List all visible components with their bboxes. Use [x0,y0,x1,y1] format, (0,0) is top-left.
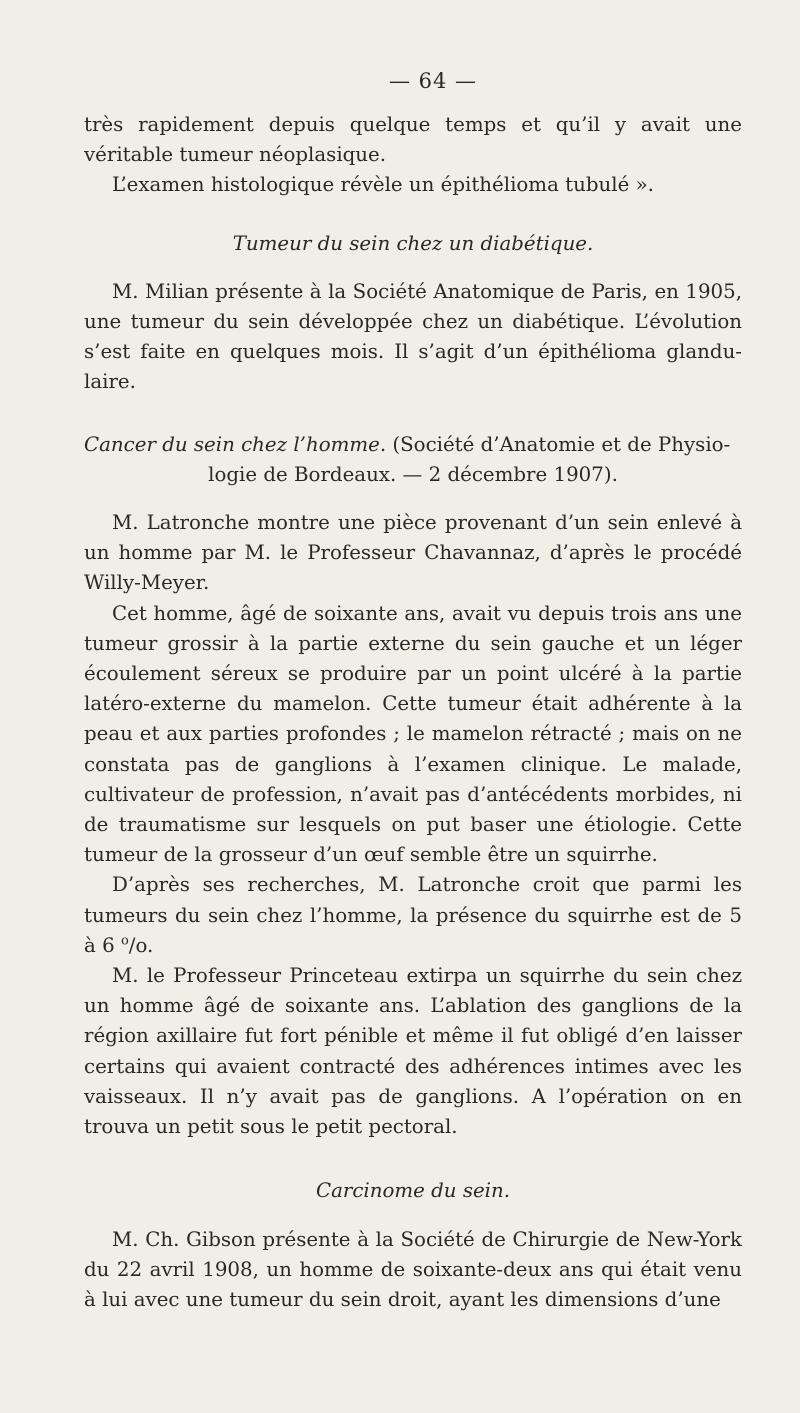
paragraph-gibson: M. Ch. Gibson présente à la Société de Chirurgie de New-York du 22 avril 1908, un homme de soixante-deux ans qui était venu à lui avec une tumeur du sein droit, ayant les dimensions d’une [84,1227,742,1311]
page-number: — 64 — [388,69,478,93]
paragraph-case-description: Cet homme, âgé de soixante ans, avait vu depuis trois ans une tumeur grossir à la partie externe du sein gauche et un léger écoulement séreux se produire par un point ulcéré à la partie latéro-externe du mamelon. Cette tumeur était adhérente à la peau et aux parties profondes ; le mamelon rétracté ; mais on ne constata pas de ganglions à l’examen clinique. Le malade, cultivateur de profession, n’avait pas d’antécédents morbides, ni de traumatisme sur lesquels on put baser une étiologie. Cette tumeur de la grosseur d’un œuf semble être un squirrhe. [84,601,742,867]
paragraph-histology: L’examen histologique révèle un épithélioma tubulé ». [112,173,654,197]
body-text [84,96,742,1315]
statistics-text: D’après ses recherches, M. Latronche croit que parmi les tumeurs du sein chez l’homme, la présence du squirrhe est de 5 à 6 [84,873,742,957]
section-heading-male-cancer-source-b: logie de Bordeaux. — 2 décembre 1907). [208,462,618,486]
section-heading-male-cancer [84,430,742,490]
paragraph-statistics [84,870,742,961]
paragraph-latronche: M. Latronche montre une pièce provenant d’un sein enlevé à un homme par M. le Professeur Chavannaz, d’après le procédé Willy-Meyer. [84,511,742,595]
section-heading-male-cancer-source-a: (Société d’Anatomie et de Physio- [386,432,731,456]
paragraph-milian: M. Milian présente à la Société Anatomique de Paris, en 1905, une tumeur du sein développée chez un diabétique. L’évolution s’est faite en quelques mois. Il s’agit d’un épithélioma glandu-laire. [84,279,742,394]
paragraph-princeteau: M. le Professeur Princeteau extirpa un squirrhe du sein chez un homme âgé de soixante ans. L’ablation des ganglions de la région axillaire fut fort pénible et même il fut obligé d’en laisser certains qui avaient contracté des adhérences intimes avec les vaisseaux. Il n’y avait pas de ganglions. A l’opération on en trouva un petit sous le petit pectoral. [84,964,742,1139]
percent-sup: o [120,933,129,949]
paragraph-continuation: très rapidement depuis quelque temps et qu’il y avait une véritable tumeur néoplasique. [84,113,742,167]
section-heading-male-cancer-title: Cancer du sein chez l’homme. [84,432,387,456]
section-heading-carcinoma: Carcinome du sein. [315,1179,511,1203]
percent-end: /o. [128,933,154,957]
section-heading-diabetic: Tumeur du sein chez un diabétique. [232,231,594,255]
